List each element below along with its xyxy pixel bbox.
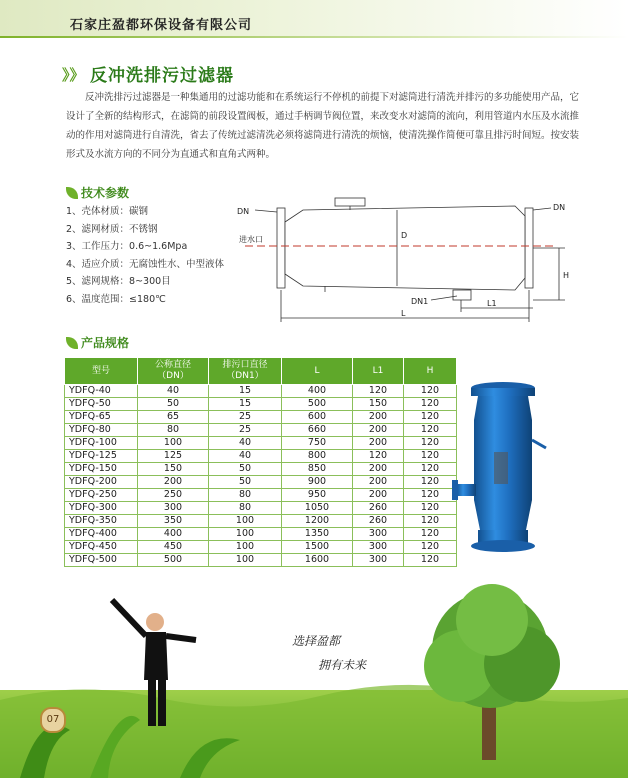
table-cell: 120 [404, 411, 457, 424]
table-row [65, 515, 457, 528]
table-cell: 800 [282, 450, 353, 463]
leaf-icon [66, 187, 78, 199]
table-cell: 750 [282, 437, 353, 450]
table-cell: 500 [138, 554, 209, 567]
spec-item: 6、温度范围：≤180℃ [66, 293, 166, 305]
table-cell: 200 [353, 463, 404, 476]
table-cell: 300 [353, 554, 404, 567]
slogan-line2: 拥有未来 [318, 658, 367, 672]
intro-paragraph: 反冲洗排污过滤器是一种集通用的过滤功能和在系统运行不停机的前提下对滤筒进行清洗并排污的多功能使用产品，它设计了全新的结构形式，在滤筒的前段设置阀板，通过手柄调节阀位置，来改变水对滤筒的流向，利用管道内水压及水流推动的作用对滤筒进行自清洗，省去了传统过滤清洗必须将滤筒进行清洗的烦恼，使清洗操作简便可靠且排污时间短。按安装形式及水流方向的不同分为直通式和直角式两种。 [66, 92, 580, 160]
table-cell: YDFQ-500 [65, 554, 138, 567]
table-cell: 200 [353, 424, 404, 437]
table-cell: 300 [353, 541, 404, 554]
diagram-label-d: D [401, 231, 408, 240]
col-header: 排污口直径 （DN1） [209, 358, 282, 385]
table-cell: 80 [209, 489, 282, 502]
table-row [65, 424, 457, 437]
table-cell: 100 [209, 515, 282, 528]
table-cell: 120 [404, 398, 457, 411]
table-cell: 950 [282, 489, 353, 502]
table-cell: 40 [209, 437, 282, 450]
title-arrows-icon: 》》 [62, 66, 85, 84]
table-cell: 150 [353, 398, 404, 411]
col-header: 型号 [65, 358, 138, 385]
table-cell: YDFQ-80 [65, 424, 138, 437]
diagram-label-inlet: 进水口 [239, 235, 263, 244]
spec-item: 5、滤网规格：8~300目 [66, 276, 171, 287]
table-cell: 450 [138, 541, 209, 554]
table-cell: 400 [282, 385, 353, 398]
table-cell: 120 [404, 476, 457, 489]
table-cell: 300 [138, 502, 209, 515]
header-divider [0, 36, 628, 38]
diagram-label-dn-left: DN [237, 207, 250, 216]
table-cell: 15 [209, 385, 282, 398]
filter-diagram [225, 186, 585, 326]
diagram-label-dn1: DN1 [411, 297, 429, 306]
table-cell: 660 [282, 424, 353, 437]
table-cell: 120 [404, 437, 457, 450]
specs-heading: 技术参数 [66, 184, 129, 201]
company-name: 石家庄盈都环保设备有限公司 [70, 18, 253, 33]
table-cell: YDFQ-400 [65, 528, 138, 541]
table-cell: 125 [138, 450, 209, 463]
table-cell: 120 [353, 385, 404, 398]
table-cell: 40 [138, 385, 209, 398]
table-cell: 50 [209, 463, 282, 476]
table-cell: 120 [404, 489, 457, 502]
table-row [65, 385, 457, 398]
table-cell: 1350 [282, 528, 353, 541]
table-cell: YDFQ-250 [65, 489, 138, 502]
table-row [65, 398, 457, 411]
table-cell: 1050 [282, 502, 353, 515]
table-cell: 15 [209, 398, 282, 411]
col-header: H [404, 358, 457, 385]
leaf-icon [66, 337, 78, 349]
table-cell: 1500 [282, 541, 353, 554]
diagram-label-l: L [401, 309, 406, 318]
table-cell: 120 [404, 528, 457, 541]
table-cell: 100 [209, 541, 282, 554]
spec-item: 4、适应介质：无腐蚀性水、中型液体 [66, 258, 225, 270]
table-cell: YDFQ-150 [65, 463, 138, 476]
table-cell: YDFQ-125 [65, 450, 138, 463]
col-header: L [282, 358, 353, 385]
table-cell: 120 [404, 541, 457, 554]
table-cell: YDFQ-450 [65, 541, 138, 554]
table-cell: 120 [404, 385, 457, 398]
table-cell: 50 [138, 398, 209, 411]
table-cell: 50 [209, 476, 282, 489]
table-body [65, 385, 457, 567]
specs-list [66, 203, 224, 308]
table-cell: YDFQ-40 [65, 385, 138, 398]
table-cell: 350 [138, 515, 209, 528]
table-cell: 25 [209, 424, 282, 437]
diagram-label-h: H [563, 271, 570, 280]
table-cell: 25 [209, 411, 282, 424]
table-row [65, 463, 457, 476]
table-row [65, 437, 457, 450]
table-cell: YDFQ-100 [65, 437, 138, 450]
table-row [65, 502, 457, 515]
table-cell: 120 [353, 450, 404, 463]
page-title: 反冲洗排污过滤器 [90, 66, 234, 86]
table-cell: 200 [353, 411, 404, 424]
spec-item: 1、壳体材质：碳钢 [66, 206, 149, 217]
table-cell: 80 [209, 502, 282, 515]
table-cell: YDFQ-350 [65, 515, 138, 528]
table-cell: 200 [138, 476, 209, 489]
table-cell: 100 [209, 528, 282, 541]
table-cell: YDFQ-50 [65, 398, 138, 411]
table-cell: 850 [282, 463, 353, 476]
table-cell: 120 [404, 515, 457, 528]
table-cell: 40 [209, 450, 282, 463]
table-cell: 1200 [282, 515, 353, 528]
table-row [65, 489, 457, 502]
table-cell: 400 [138, 528, 209, 541]
table-cell: 120 [404, 463, 457, 476]
table-cell: 65 [138, 411, 209, 424]
table-cell: 120 [404, 502, 457, 515]
diagram-label-l1: L1 [487, 299, 497, 308]
table-cell: 200 [353, 437, 404, 450]
table-cell: 260 [353, 502, 404, 515]
table-cell: 150 [138, 463, 209, 476]
table-row [65, 411, 457, 424]
table-cell: YDFQ-200 [65, 476, 138, 489]
spec-item: 2、滤网材质：不锈钢 [66, 223, 158, 235]
table-cell: 600 [282, 411, 353, 424]
table-cell: 250 [138, 489, 209, 502]
table-cell: 100 [138, 437, 209, 450]
diagram-label-dn-right: DN [553, 203, 566, 212]
table-cell: 80 [138, 424, 209, 437]
product-table [64, 357, 457, 567]
product-table-heading: 产品规格 [66, 334, 129, 351]
table-row [65, 476, 457, 489]
table-cell: 900 [282, 476, 353, 489]
table-cell: YDFQ-300 [65, 502, 138, 515]
table-row [65, 528, 457, 541]
scenery-illustration [0, 580, 628, 778]
table-cell: 500 [282, 398, 353, 411]
table-row [65, 450, 457, 463]
table-row [65, 554, 457, 567]
table-cell: 120 [404, 424, 457, 437]
table-cell: 260 [353, 515, 404, 528]
col-header: 公称直径 （DN） [138, 358, 209, 385]
table-cell: 200 [353, 489, 404, 502]
product-photo [448, 380, 558, 560]
table-cell: 120 [404, 450, 457, 463]
table-cell: 300 [353, 528, 404, 541]
table-header-row [65, 358, 457, 385]
table-cell: YDFQ-65 [65, 411, 138, 424]
page-number-badge: 07 [40, 707, 66, 733]
table-cell: 120 [404, 554, 457, 567]
table-cell: 1600 [282, 554, 353, 567]
col-header: L1 [353, 358, 404, 385]
table-cell: 100 [209, 554, 282, 567]
spec-item: 3、工作压力：0.6~1.6Mpa [66, 241, 188, 252]
table-row [65, 541, 457, 554]
slogan-line1: 选择盈都 [292, 634, 341, 648]
table-cell: 200 [353, 476, 404, 489]
